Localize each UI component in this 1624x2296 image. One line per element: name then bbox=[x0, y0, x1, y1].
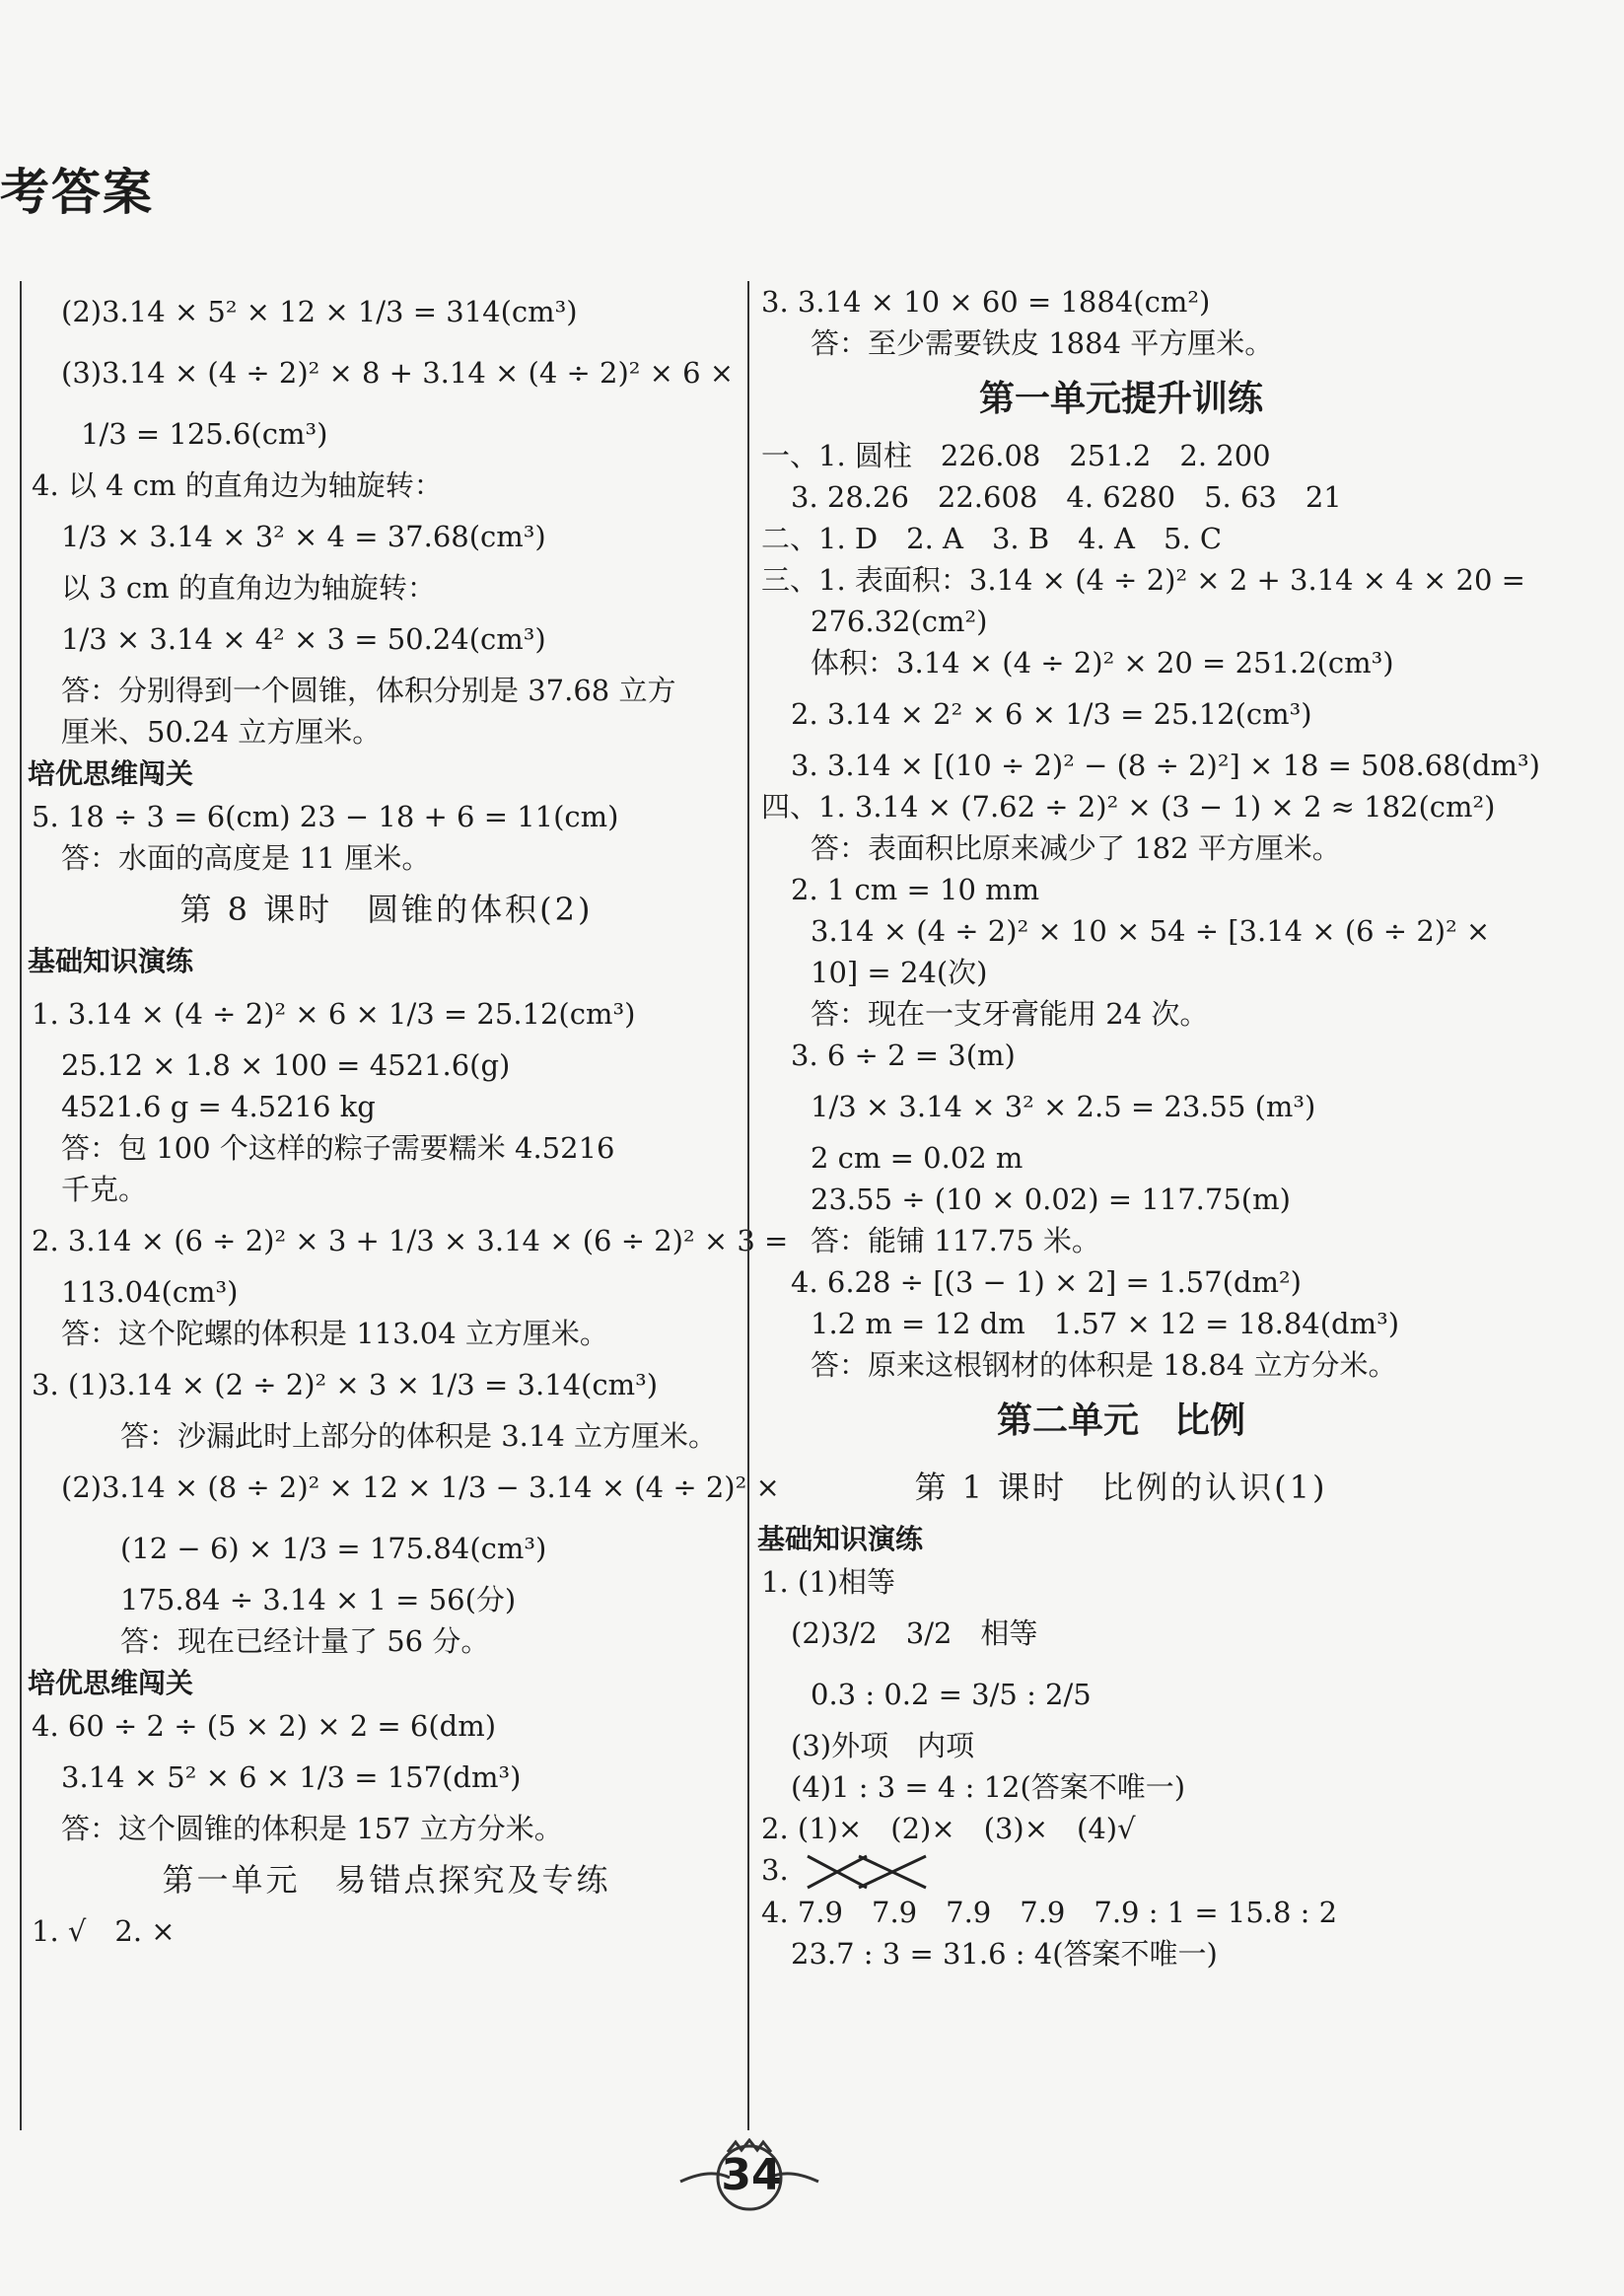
answer-line: 3. 28.26 22.608 4. 6280 5. 63 21 bbox=[791, 480, 1342, 514]
answer-line: 答：沙漏此时上部分的体积是 3.14 立方厘米。 bbox=[120, 1419, 718, 1453]
answer-line: 4. 60 ÷ 2 ÷ (5 × 2) × 2 = 6(dm) bbox=[32, 1709, 497, 1743]
unit-title: 第二单元 比例 bbox=[996, 1400, 1245, 1441]
answer-line: 1/3 × 3.14 × 4² × 3 = 50.24(cm³) bbox=[61, 622, 546, 656]
answer-line: (3)外项 内项 bbox=[791, 1729, 975, 1762]
answer-line: 4. 以 4 cm 的直角边为轴旋转： bbox=[32, 468, 443, 502]
answer-line: 1/3 × 3.14 × 3² × 2.5 = 23.55 (m³) bbox=[811, 1090, 1316, 1123]
answer-line: 四、1. 3.14 × (7.62 ÷ 2)² × (3 − 1) × 2 ≈ 182(cm²) bbox=[761, 790, 1496, 824]
section-heading: 基础知识演练 bbox=[28, 945, 194, 977]
page-header-title: 考答案 bbox=[0, 164, 154, 221]
answer-line: 答：包 100 个这样的粽子需要糯米 4.5216 bbox=[61, 1131, 615, 1165]
answer-line: 一、1. 圆柱 226.08 251.2 2. 200 bbox=[761, 439, 1271, 472]
lesson-title: 第一单元 易错点探究及专练 bbox=[162, 1861, 611, 1899]
answer-line: (4)1 : 3 = 4 : 12(答案不唯一) bbox=[791, 1770, 1186, 1804]
answer-line: 千克。 bbox=[61, 1173, 148, 1206]
answer-line: 1.2 m = 12 dm 1.57 × 12 = 18.84(dm³) bbox=[811, 1307, 1400, 1340]
page-number-badge bbox=[671, 2138, 828, 2217]
answer-line: 1. (1)相等 bbox=[761, 1565, 895, 1599]
answer-number: 3. bbox=[761, 1853, 789, 1887]
section-heading: 基础知识演练 bbox=[757, 1523, 924, 1555]
answer-line: 23.55 ÷ (10 × 0.02) = 117.75(m) bbox=[811, 1183, 1291, 1216]
answer-line: (12 − 6) × 1/3 = 175.84(cm³) bbox=[120, 1532, 547, 1565]
answer-line: 3.14 × (4 ÷ 2)² × 10 × 54 ÷ [3.14 × (6 ÷ 2)² × bbox=[811, 914, 1491, 948]
answer-line: 0.3 : 0.2 = 3/5 : 2/5 bbox=[811, 1678, 1092, 1711]
answer-line: 答：这个陀螺的体积是 113.04 立方厘米。 bbox=[61, 1317, 608, 1350]
answer-line: 以 3 cm 的直角边为轴旋转： bbox=[61, 571, 436, 605]
matching-lines-diagram bbox=[798, 1852, 936, 1892]
answer-line: 二、1. D 2. A 3. B 4. A 5. C bbox=[761, 522, 1223, 555]
right-column bbox=[747, 281, 1540, 2130]
answer-line: 答：至少需要铁皮 1884 平方厘米。 bbox=[811, 326, 1274, 360]
answer-line: 答：现在已经计量了 56 分。 bbox=[120, 1624, 490, 1658]
answer-line: 厘米、50.24 立方厘米。 bbox=[61, 715, 382, 749]
section-heading: 培优思维闯关 bbox=[28, 1667, 194, 1699]
answer-line: (2)3/2 3/2 相等 bbox=[791, 1616, 1038, 1650]
answer-line-with-diagram bbox=[761, 1849, 1481, 1892]
answer-line: 1/3 = 125.6(cm³) bbox=[81, 417, 328, 451]
answer-line: 2. 1 cm = 10 mm bbox=[791, 873, 1040, 906]
answer-line: 3. 3.14 × [(10 ÷ 2)² − (8 ÷ 2)²] × 18 = 508.68(dm³) bbox=[791, 749, 1540, 782]
answer-line: 175.84 ÷ 3.14 × 1 = 56(分) bbox=[120, 1583, 517, 1616]
left-column bbox=[20, 281, 789, 2130]
answer-line: 10] = 24(次) bbox=[811, 956, 988, 989]
answer-line: 答：表面积比原来减少了 182 平方厘米。 bbox=[811, 831, 1341, 865]
answer-line: 1. √ 2. × bbox=[32, 1914, 176, 1948]
answer-line: 答：原来这根钢材的体积是 18.84 立方分米。 bbox=[811, 1348, 1397, 1382]
section-heading: 培优思维闯关 bbox=[28, 757, 194, 790]
answer-line: 3. (1)3.14 × (2 ÷ 2)² × 3 × 1/3 = 3.14(cm³) bbox=[32, 1368, 659, 1401]
answer-line: 3. 3.14 × 10 × 60 = 1884(cm²) bbox=[761, 285, 1211, 319]
answer-line: 答：能铺 117.75 米。 bbox=[811, 1224, 1100, 1257]
answer-line: 113.04(cm³) bbox=[61, 1275, 239, 1309]
lesson-title: 第 8 课时 圆锥的体积(2) bbox=[179, 891, 594, 928]
answer-line: 答：分别得到一个圆锥，体积分别是 37.68 立方 bbox=[61, 674, 676, 707]
answer-line: 276.32(cm²) bbox=[811, 605, 988, 638]
answer-line: (3)3.14 × (4 ÷ 2)² × 8 + 3.14 × (4 ÷ 2)² × 6 × bbox=[61, 356, 735, 390]
answer-line: 1. 3.14 × (4 ÷ 2)² × 6 × 1/3 = 25.12(cm³) bbox=[32, 997, 636, 1031]
answer-line: 三、1. 表面积：3.14 × (4 ÷ 2)² × 2 + 3.14 × 4 × 20 = bbox=[761, 563, 1525, 597]
answer-line: 4. 6.28 ÷ [(3 − 1) × 2] = 1.57(dm²) bbox=[791, 1265, 1302, 1299]
answer-line: 2. 3.14 × 2² × 6 × 1/3 = 25.12(cm³) bbox=[791, 697, 1312, 731]
answer-line: 答：水面的高度是 11 厘米。 bbox=[61, 841, 431, 875]
answer-line: 3.14 × 5² × 6 × 1/3 = 157(dm³) bbox=[61, 1760, 522, 1794]
lesson-title: 第 1 课时 比例的认识(1) bbox=[914, 1469, 1328, 1506]
answer-line: 3. 6 ÷ 2 = 3(m) bbox=[791, 1039, 1016, 1072]
answer-line: 25.12 × 1.8 × 100 = 4521.6(g) bbox=[61, 1048, 511, 1082]
answer-line: (2)3.14 × (8 ÷ 2)² × 12 × 1/3 − 3.14 × (4 ÷ 2)² × bbox=[61, 1471, 780, 1504]
page-number: 34 bbox=[721, 2150, 782, 2200]
answer-line: 23.7 : 3 = 31.6 : 4(答案不唯一) bbox=[791, 1937, 1218, 1971]
answer-line: 体积：3.14 × (4 ÷ 2)² × 20 = 251.2(cm³) bbox=[811, 646, 1394, 680]
unit-title: 第一单元提升训练 bbox=[978, 379, 1263, 419]
answer-line: 答：这个圆锥的体积是 157 立方分米。 bbox=[61, 1812, 563, 1845]
answer-line: 5. 18 ÷ 3 = 6(cm) 23 − 18 + 6 = 11(cm) bbox=[32, 800, 619, 833]
answer-line: 4. 7.9 7.9 7.9 7.9 7.9 : 1 = 15.8 : 2 bbox=[761, 1896, 1338, 1929]
answer-line: 4521.6 g = 4.5216 kg bbox=[61, 1090, 376, 1123]
answer-line: 1/3 × 3.14 × 3² × 4 = 37.68(cm³) bbox=[61, 520, 546, 553]
answer-line: 答：现在一支牙膏能用 24 次。 bbox=[811, 997, 1209, 1031]
answer-line: (2)3.14 × 5² × 12 × 1/3 = 314(cm³) bbox=[61, 295, 578, 328]
answer-line: 2. (1)× (2)× (3)× (4)√ bbox=[761, 1812, 1136, 1845]
answer-line: 2 cm = 0.02 m bbox=[811, 1141, 1024, 1175]
answer-line: 2. 3.14 × (6 ÷ 2)² × 3 + 1/3 × 3.14 × (6 ÷ 2)² × 3 = bbox=[32, 1224, 789, 1257]
